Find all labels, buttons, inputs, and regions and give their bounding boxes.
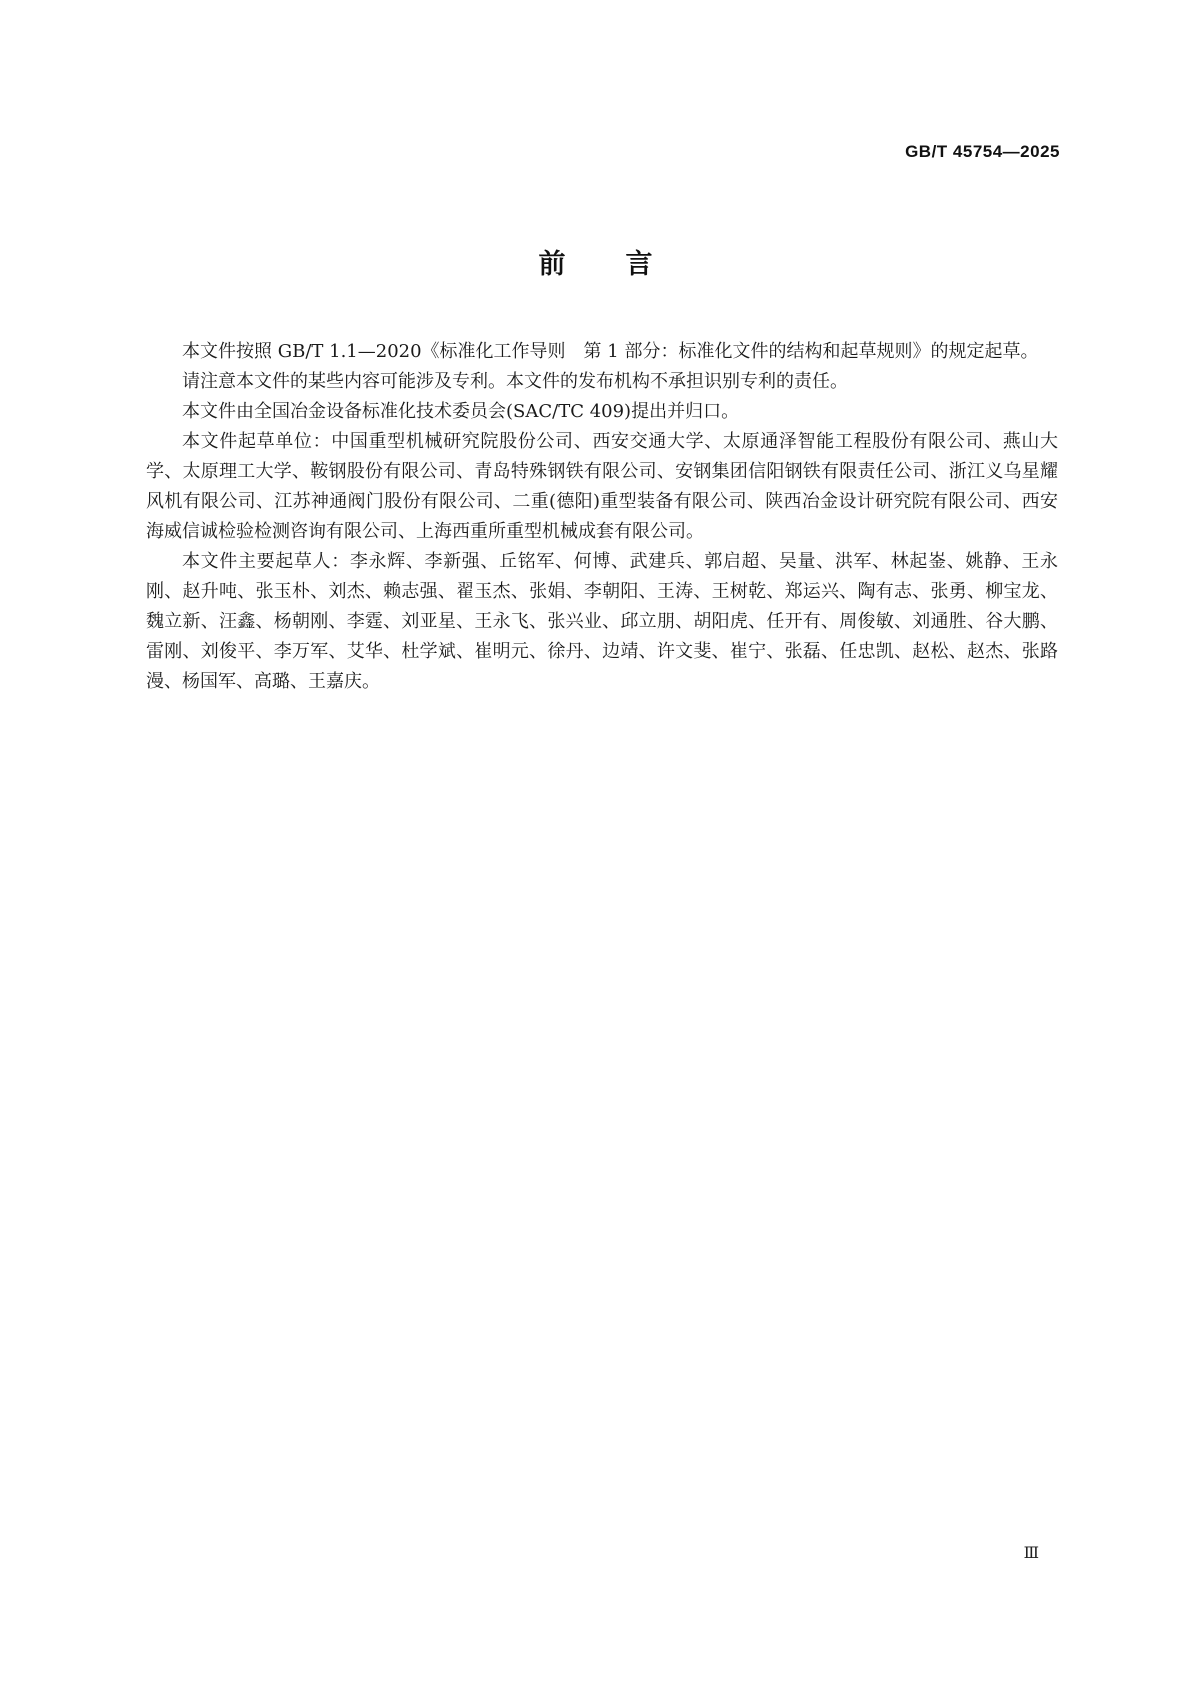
paragraph-drafting-rules: 本文件按照 GB/T 1.1—2020《标准化工作导则 第 1 部分：标准化文件的结构和起草规则》的规定起草。 <box>182 341 1039 362</box>
paragraph-proposer: 本文件由全国冶金设备标准化技术委员会(SAC/TC 409)提出并归口。 <box>182 401 740 422</box>
page-title: 前言 <box>538 249 713 280</box>
page-number: Ⅲ <box>1023 1543 1039 1562</box>
foreword-body <box>146 337 1058 697</box>
paragraph-patent-notice: 请注意本文件的某些内容可能涉及专利。本文件的发布机构不承担识别专利的责任。 <box>182 371 848 392</box>
standard-number: GB/T 45754—2025 <box>905 142 1060 161</box>
paragraph-drafters: 本文件主要起草人：李永辉、李新强、丘铭军、何博、武建兵、郭启超、吴量、洪军、林起崟、姚静、王永刚、赵升吨、张玉朴、刘杰、赖志强、翟玉杰、张娟、李朝阳、王涛、王树乾、郑运兴、陶有志、张勇、柳宝龙、魏立新、汪鑫、杨朝刚、李霆、刘亚星、王永飞、张兴业、邱立朋、胡阳虎、任开有、周俊敏、刘通胜、谷大鹏、雷刚、刘俊平、李万军、艾华、杜学斌、崔明元、徐丹、边靖、许文斐、崔宁、张磊、任忠凯、赵松、赵杰、张路漫、杨国军、高璐、王嘉庆。 <box>146 551 1058 692</box>
paragraph-drafting-units: 本文件起草单位：中国重型机械研究院股份公司、西安交通大学、太原通泽智能工程股份有限公司、燕山大学、太原理工大学、鞍钢股份有限公司、青岛特殊钢铁有限公司、安钢集团信阳钢铁有限责任公司、浙江义乌星耀风机有限公司、江苏神通阀门股份有限公司、二重(德阳)重型装备有限公司、陕西冶金设计研究院有限公司、西安海威信诚检验检测咨询有限公司、上海西重所重型机械成套有限公司。 <box>146 431 1058 542</box>
